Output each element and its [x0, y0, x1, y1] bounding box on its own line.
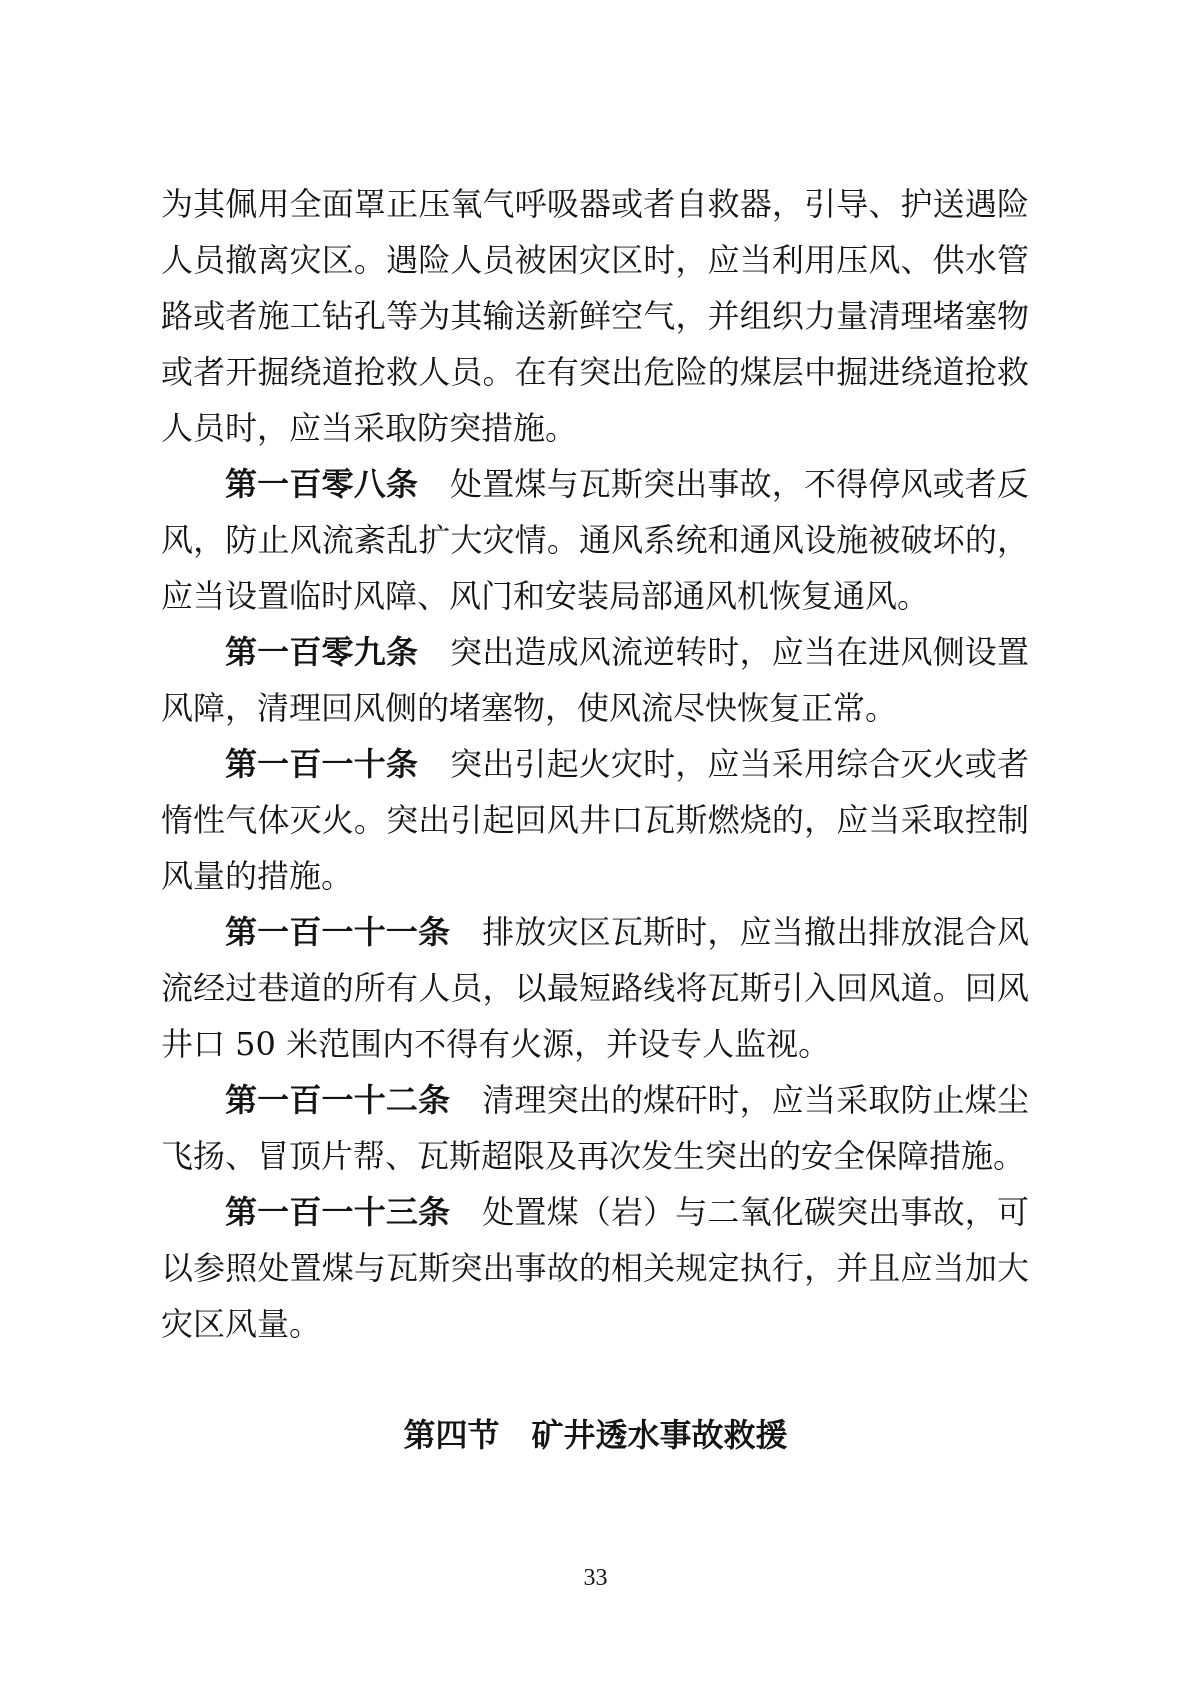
- text-line: [161, 736, 1029, 792]
- text-line: [161, 624, 1029, 680]
- text-line: 井口 50 米范围内不得有火源，并设专人监视。: [161, 1025, 831, 1063]
- article-number: 第一百零八条: [225, 465, 419, 503]
- text-line: 风量的措施。: [161, 857, 354, 895]
- article-text: 排放灾区瓦斯时，应当撤出排放混合风: [482, 913, 1029, 951]
- text-line: 飞扬、冒顶片帮、瓦斯超限及再次发生突出的安全保障措施。: [161, 1137, 1026, 1175]
- page-number: 33: [583, 1565, 608, 1591]
- article-text: 清理突出的煤矸时，应当采取防止煤尘: [482, 1081, 1029, 1119]
- text-line: 惰性气体灭火。突出引起回风井口瓦斯燃烧的，应当采取控制: [161, 801, 1029, 839]
- article-text: 处置煤与瓦斯突出事故，不得停风或者反: [450, 465, 1029, 503]
- paragraph-continuation: [161, 176, 1029, 456]
- section-heading: [0, 1407, 1191, 1463]
- section-number: 第四节: [403, 1416, 500, 1454]
- section-title: 矿井透水事故救援: [531, 1416, 788, 1454]
- text-line: 人员撤离灾区。遇险人员被困灾区时，应当利用压风、供水管: [161, 241, 1029, 279]
- text-line: 流经过巷道的所有人员，以最短路线将瓦斯引入回风道。回风: [161, 969, 1029, 1007]
- text-line: 或者开掘绕道抢救人员。在有突出危险的煤层中掘进绕道抢救: [161, 353, 1029, 391]
- article-number: 第一百一十一条: [225, 913, 451, 951]
- article-text: 突出造成风流逆转时，应当在进风侧设置: [450, 633, 1029, 671]
- text-line: 为其佩用全面罩正压氧气呼吸器或者自救器，引导、护送遇险: [161, 185, 1029, 223]
- text-line: 以参照处置煤与瓦斯突出事故的相关规定执行，并且应当加大: [161, 1249, 1029, 1287]
- text-line: [161, 456, 1029, 512]
- article-paragraph: [161, 624, 1029, 736]
- article-paragraph: [161, 1072, 1029, 1184]
- article-number: 第一百一十三条: [225, 1193, 451, 1231]
- article-paragraph: [161, 456, 1029, 624]
- article-paragraph: [161, 904, 1029, 1072]
- article-text: 突出引起火灾时，应当采用综合灭火或者: [450, 745, 1029, 783]
- text-line: [161, 1072, 1029, 1128]
- article-number: 第一百一十条: [225, 745, 419, 783]
- body-text: [161, 176, 1029, 1352]
- article-number: 第一百零九条: [225, 633, 419, 671]
- text-line: [161, 1184, 1029, 1240]
- article-paragraph: [161, 736, 1029, 904]
- article-paragraph: [161, 1184, 1029, 1352]
- text-line: 应当设置临时风障、风门和安装局部通风机恢复通风。: [161, 577, 930, 615]
- text-line: 人员时，应当采取防突措施。: [161, 409, 578, 447]
- text-line: 灾区风量。: [161, 1305, 322, 1343]
- text-line: 风，防止风流紊乱扩大灾情。通风系统和通风设施被破坏的，: [161, 521, 1029, 559]
- article-text: 处置煤（岩）与二氧化碳突出事故，可: [482, 1193, 1029, 1231]
- text-line: [161, 904, 1029, 960]
- text-line: 风障，清理回风侧的堵塞物，使风流尽快恢复正常。: [161, 689, 898, 727]
- article-number: 第一百一十二条: [225, 1081, 451, 1119]
- text-line: 路或者施工钻孔等为其输送新鲜空气，并组织力量清理堵塞物: [161, 297, 1029, 335]
